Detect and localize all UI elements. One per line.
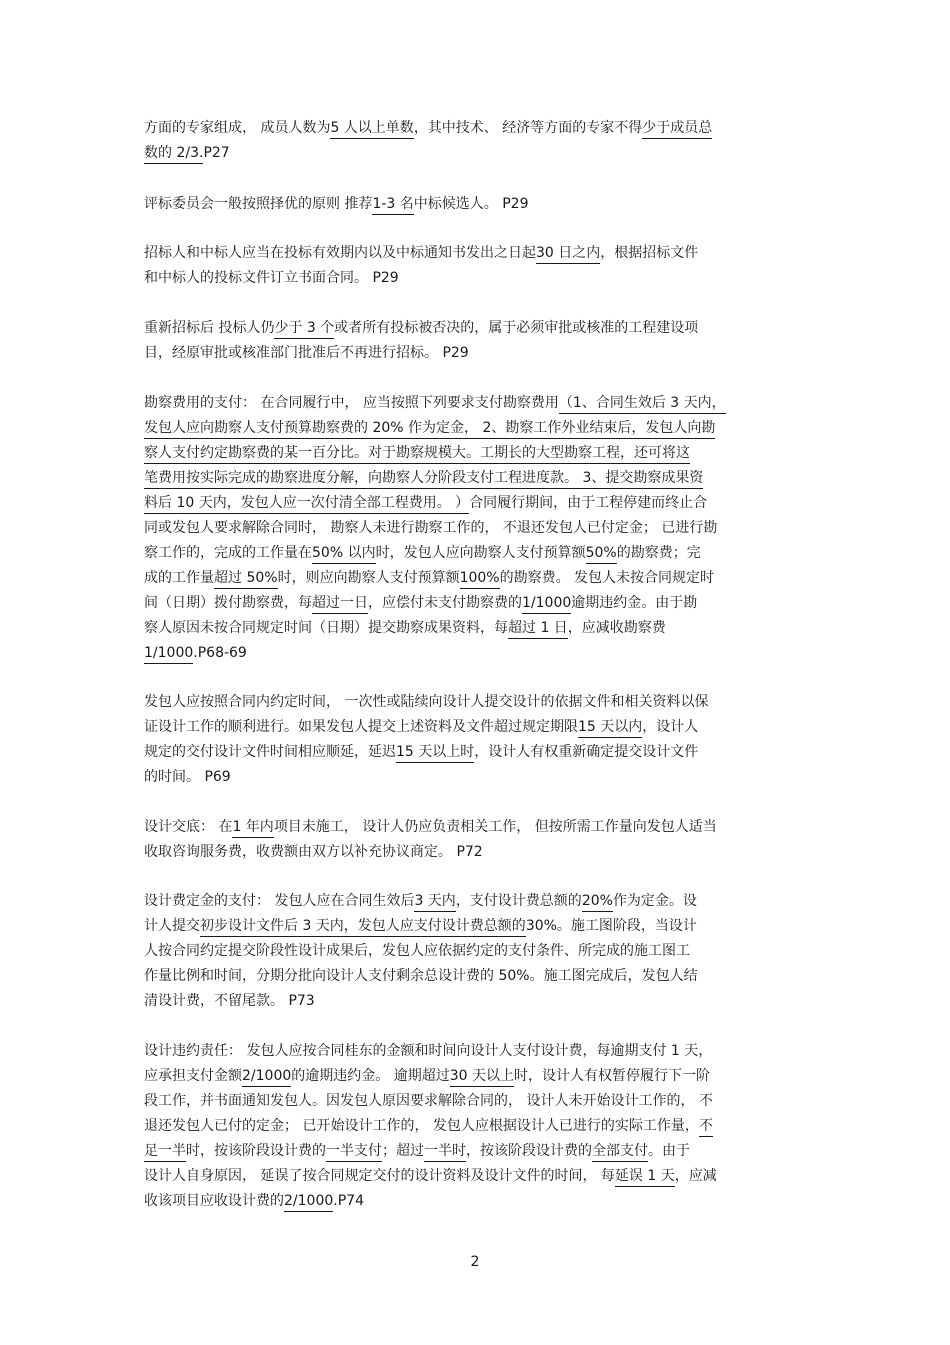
text-line (144, 491, 707, 516)
text-line (144, 316, 698, 341)
underlined-answer: 一半支付 (326, 1142, 382, 1162)
text-line (144, 914, 697, 939)
text-segment: ，根据招标文件 (600, 245, 699, 261)
text-segment: 作量比例和时间，分期分批向设计人支付剩余总设计费的 50%。施工图完成后，发包人结 (144, 968, 698, 984)
text-line (144, 1114, 713, 1139)
text-segment: 察工作的，完成的工作量在 (144, 545, 312, 561)
text-segment: 收取咨询服务费，收费额由双方以补充协议商定。 P72 (144, 844, 483, 860)
text-segment: 或者所有投标被否决的，属于必须审批或核准的工程建设项 (334, 320, 699, 336)
text-segment: .P74 (333, 1193, 364, 1209)
text-line (144, 1189, 364, 1214)
text-line (144, 341, 469, 366)
text-segment: 方面的专家组成， 成员人数为 (144, 120, 331, 136)
text-line (144, 1089, 713, 1114)
text-segment: P27 (203, 145, 230, 161)
text-line (144, 964, 698, 989)
text-segment: 时，则应向勘察人支付预算额 (277, 570, 460, 586)
text-segment: 设计交底： 在 (144, 819, 233, 835)
text-segment: 重新招标后 投标人仍 (144, 320, 275, 336)
text-segment: 中标候选人。 P29 (413, 196, 529, 212)
underlined-answer: 3 天内 (414, 892, 455, 912)
text-segment: 人按合同约定提交阶段性设计成果后，发包人应依据约定的支付条件、所完成的施工图工 (144, 943, 690, 959)
underlined-answer: 100% (460, 569, 500, 589)
text-line (144, 141, 230, 166)
text-line (144, 266, 399, 291)
text-line (144, 641, 247, 666)
underlined-answer: 15 天以内 (578, 718, 642, 738)
text-line (144, 740, 698, 765)
text-segment: 退还发包人已付的定金； 已开始设计工作的， 发包人应根据设计人已进行的实际工作量， (144, 1118, 699, 1134)
text-segment: 时，设计人有权暂停履行下一阶 (513, 1068, 710, 1084)
underlined-answer: 足一半 (144, 1142, 186, 1162)
text-segment: 。由于 (648, 1143, 690, 1159)
text-segment: ，应减收勘察费 (567, 620, 666, 636)
text-line (144, 241, 698, 266)
text-segment: 设计违约责任： 发包人应按合同桂东的金额和时间向设计人支付设计费，每逾期支付 1 天， (144, 1043, 713, 1059)
text-segment: 规定的交付设计文件时间相应顺延，延迟 (144, 744, 396, 760)
text-line (144, 591, 697, 616)
text-segment: ，设计人有权重新确定提交设计文件 (474, 744, 699, 760)
page-number: 2 (470, 1254, 480, 1270)
underlined-answer: 30 日之内 (536, 244, 600, 264)
underlined-answer: 5 人以上单数 (330, 119, 413, 139)
underlined-answer: 初步设计文件后 3 天内，发包人应支付设计费总额的 (200, 917, 526, 937)
text-line (144, 690, 708, 715)
text-segment: 的勘察费；完 (616, 545, 701, 561)
underlined-answer: 超过 1 日 (508, 619, 568, 639)
underlined-answer: 1 年内 (232, 818, 273, 838)
text-segment: 时，发包人应向勘察人支付预算额 (375, 545, 586, 561)
text-segment: ，应减 (674, 1168, 717, 1184)
text-segment: 招标人和中标人应当在投标有效期内以及中标通知书发出之日起 (144, 245, 536, 261)
text-segment: 证设计工作的顺利进行。如果发包人提交上述资料及文件超过规定期限 (144, 719, 578, 735)
underlined-answer: 20% (582, 892, 613, 912)
text-segment: 的时间。 P69 (144, 769, 231, 785)
text-line (144, 1164, 717, 1189)
text-line (144, 466, 703, 491)
underlined-answer: 2/1000 (284, 1192, 333, 1212)
text-segment: 发包人应按照合同内约定时间， 一次性或陆续向设计人提交设计的依据文件和相关资料以保 (144, 694, 709, 710)
underlined-answer: 延误 1 天 (615, 1167, 675, 1187)
text-line (144, 192, 529, 217)
text-line (144, 566, 714, 591)
text-segment: ，按该阶段设计费的 (466, 1143, 592, 1159)
text-line (144, 1064, 710, 1089)
text-segment: 设计人自身原因， 延误了按合同规定交付的设计资料及设计文件的时间， 每 (144, 1168, 615, 1184)
text-segment: 的逾期违约金。 逾期超过 (291, 1068, 450, 1084)
text-line (144, 516, 717, 541)
text-segment: 的勘察费。 发包人未按合同规定时 (499, 570, 715, 586)
text-line (144, 1139, 690, 1164)
text-segment: 合同履行期间，由于工程停建而终止合 (469, 495, 708, 511)
underlined-answer: 1/1000 (144, 644, 193, 664)
underlined-answer: 50% 以内 (312, 544, 376, 564)
text-line (144, 989, 315, 1014)
text-segment: 目，经原审批或核准部门批准后不再进行招标。 P29 (144, 345, 469, 361)
underlined-answer: 一半时 (424, 1142, 466, 1162)
underlined-answer: 发包人应向勘察人支付预算勘察费的 20% 作为定金， 2、勘察工作外业结束后，发包人向勘 (144, 419, 715, 439)
underlined-answer: 15 天以上时 (396, 743, 474, 763)
text-segment: 计人提交 (144, 918, 200, 934)
text-line (144, 541, 701, 566)
underlined-answer: 数的 2/3. (144, 144, 203, 164)
text-line (144, 715, 698, 740)
underlined-answer: 30 天以上 (450, 1067, 514, 1087)
underlined-answer: 察人支付约定勘察费的某一百分比。对于勘察规模大。工期长的大型勘察工程，还可将这 (144, 444, 690, 464)
text-segment: ；超过 (382, 1143, 424, 1159)
underlined-answer: 超过一日 (312, 594, 368, 614)
text-line (144, 840, 483, 865)
text-line (144, 815, 717, 840)
text-segment: 清设计费，不留尾款。 P73 (144, 993, 315, 1009)
text-segment: 段工作，并书面通知发包人。因发包人原因要求解除合同的， 设计人未开始设计工作的， 不 (144, 1093, 713, 1109)
text-segment: 应承担支付金额 (144, 1068, 242, 1084)
text-segment: 察人原因未按合同规定时间（日期）提交勘察成果资料，每 (144, 620, 508, 636)
text-line (144, 939, 690, 964)
underlined-answer: （1、合同生效后 3 天内， (559, 394, 726, 414)
underlined-answer: 全部支付 (592, 1142, 648, 1162)
text-segment: 逾期违约金。由于勘 (571, 595, 698, 611)
text-line (144, 416, 715, 441)
text-segment: 收该项目应收设计费的 (144, 1193, 284, 1209)
text-line (144, 765, 231, 790)
text-segment: 时，按该阶段设计费的 (186, 1143, 326, 1159)
underlined-answer: 笔费用按实际完成的勘察进度分解，向勘察人分阶段支付工程进度款。 3、提交勘察成果资 (144, 469, 703, 489)
text-segment: 30%。施工图阶段，当设计 (525, 918, 697, 934)
text-line (144, 1039, 712, 1064)
text-segment: 和中标人的投标文件订立书面合同。 P29 (144, 270, 399, 286)
text-segment: 勘察费用的支付： 在合同履行中， 应当按照下列要求支付勘察费用 (144, 395, 559, 411)
text-segment: 评标委员会一般按照择优的原则 推荐 (144, 196, 373, 212)
text-segment: 成的工作量 (144, 570, 214, 586)
text-line (144, 116, 712, 141)
text-line (144, 391, 726, 416)
underlined-answer: 少于 3 个 (274, 319, 334, 339)
underlined-answer: 2/1000 (242, 1067, 291, 1087)
underlined-answer: 超过 50% (214, 569, 278, 589)
underlined-answer: 50% (586, 544, 617, 564)
text-line (144, 441, 690, 466)
underlined-answer: 少于成员总 (642, 119, 712, 139)
text-segment: ，其中技术、 经济等方面的专家不得 (413, 120, 643, 136)
text-line (144, 889, 697, 914)
text-segment: 同或发包人要求解除合同时， 勘察人未进行勘察工作的， 不退还发包人已付定金； 已进行勘 (144, 520, 718, 536)
text-segment: 作为定金。设 (612, 893, 697, 909)
underlined-answer: 1-3 名 (372, 195, 413, 215)
underlined-answer: 1/1000 (522, 594, 571, 614)
text-segment: ，支付设计费总额的 (455, 893, 582, 909)
text-segment: 设计费定金的支付： 发包人应在合同生效后 (144, 893, 415, 909)
underlined-answer: 不 (699, 1117, 713, 1137)
text-segment: ，应偿付未支付勘察费的 (368, 595, 522, 611)
text-segment: 项目未施工， 设计人仍应负责相关工作， 但按所需工作量向发包人适当 (273, 819, 717, 835)
text-segment: ，设计人 (642, 719, 699, 735)
text-segment: 间（日期）拨付勘察费，每 (144, 595, 312, 611)
underlined-answer: 料后 10 天内，发包人应一次付清全部工程费用。 ） (144, 494, 469, 514)
text-segment: .P68-69 (193, 645, 247, 661)
text-line (144, 616, 666, 641)
